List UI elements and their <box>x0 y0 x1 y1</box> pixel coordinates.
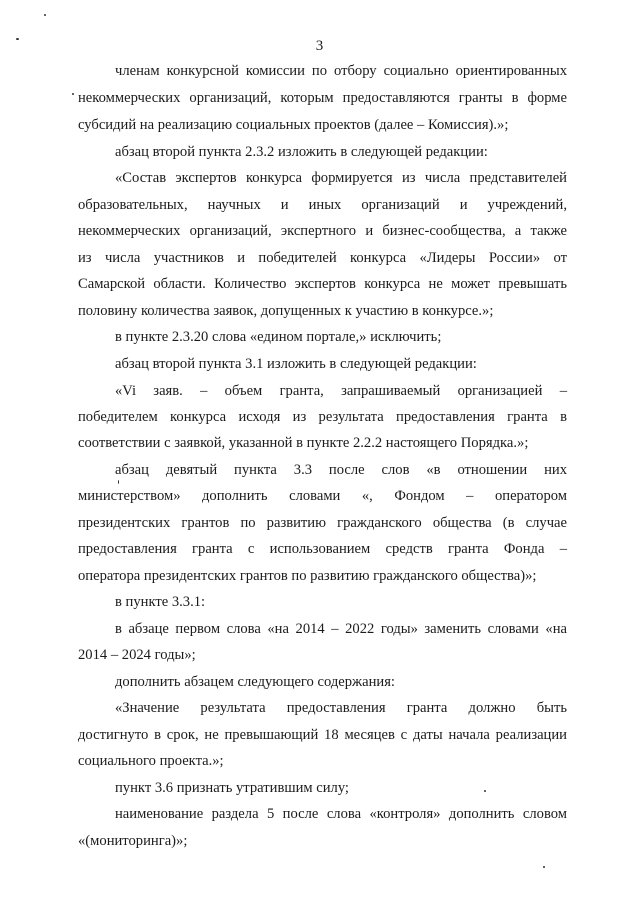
text-line-27: социального проекта.»; <box>78 753 224 769</box>
text-line-21: в пункте 3.3.1: <box>115 594 206 610</box>
text-line-5: «Состав экспертов конкурса формируется из числа представителей <box>115 170 567 186</box>
text-line-19: предоставления гранта с использованием средств гранта Фонда – <box>78 541 567 557</box>
scan-speck <box>118 480 119 484</box>
text-line-9: Самарской области. Количество экспертов конкурса не может превышать <box>78 276 567 292</box>
text-line-26: достигнуто в срок, не превышающий 18 месяцев с даты начала реализации <box>78 727 567 743</box>
text-line-23: 2014 – 2024 годы»; <box>78 647 196 663</box>
text-line-18: президентских грантов по развитию гражданского общества (в случае <box>78 515 567 531</box>
text-line-24: дополнить абзацем следующего содержания: <box>115 674 395 690</box>
text-line-1: членам конкурсной комиссии по отбору социально ориентированных <box>115 63 567 79</box>
scan-speck <box>72 93 74 95</box>
text-line-8: из числа участников и победителей конкурса «Лидеры России» от <box>78 250 567 266</box>
text-line-11: в пункте 2.3.20 слова «едином портале,» исключить; <box>115 329 442 345</box>
text-line-3: субсидий на реализацию социальных проектов (далее – Комиссия).»; <box>78 117 509 133</box>
text-line-2: некоммерческих организаций, которым предоставляются гранты в форме <box>78 90 567 106</box>
text-line-25: «Значение результата предоставления гранта должно быть <box>115 700 567 716</box>
text-line-17: министерством» дополнить словами «, Фондом – оператором <box>78 488 567 504</box>
text-line-28: пункт 3.6 признать утратившим силу; <box>115 780 349 796</box>
text-line-12: абзац второй пункта 3.1 изложить в следующей редакции: <box>115 356 477 372</box>
text-line-6: образовательных, научных и иных организаций и учреждений, <box>78 197 567 213</box>
text-line-29: наименование раздела 5 после слова «контроля» дополнить словом <box>115 806 567 822</box>
text-line-13: «Vi заяв. – объем гранта, запрашиваемый организацией – <box>115 383 567 399</box>
page-number: 3 <box>315 38 324 54</box>
scan-speck <box>44 14 46 16</box>
text-line-7: некоммерческих организаций, экспертного и бизнес-сообщества, а также <box>78 223 567 239</box>
scan-speck <box>16 38 19 40</box>
scan-speck <box>484 790 486 792</box>
scan-speck <box>543 866 545 868</box>
text-line-20: оператора президентских грантов по развитию гражданского общества)»; <box>78 568 537 584</box>
text-line-14: победителем конкурса исходя из результата предоставления гранта в <box>78 409 567 425</box>
text-line-22: в абзаце первом слова «на 2014 – 2022 годы» заменить словами «на <box>115 621 567 637</box>
text-line-30: «(мониторинга)»; <box>78 833 188 849</box>
text-line-4: абзац второй пункта 2.3.2 изложить в следующей редакции: <box>115 144 488 160</box>
text-line-15: соответствии с заявкой, указанной в пункте 2.2.2 настоящего Порядка.»; <box>78 435 529 451</box>
text-line-10: половину количества заявок, допущенных к участию в конкурсе.»; <box>78 303 494 319</box>
text-line-16: абзац девятый пункта 3.3 после слов «в отношении них <box>115 462 567 478</box>
